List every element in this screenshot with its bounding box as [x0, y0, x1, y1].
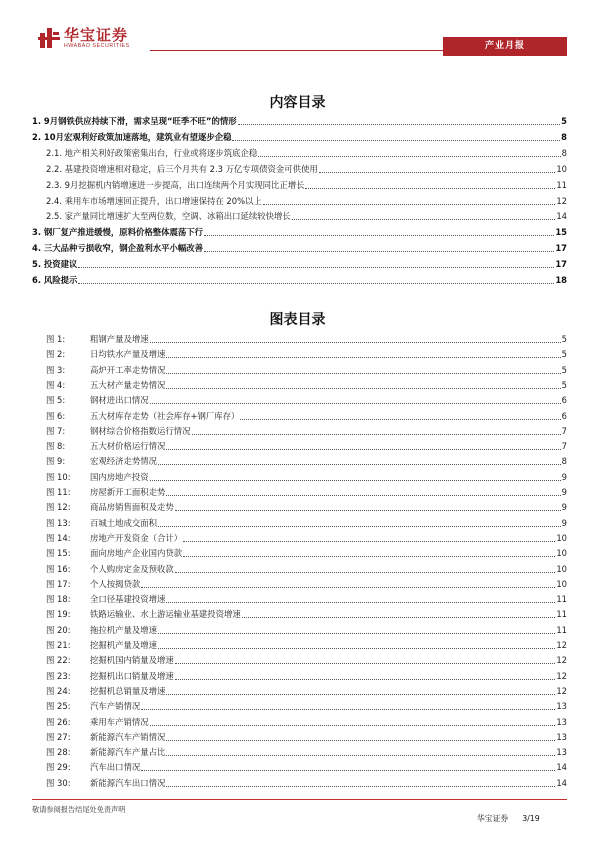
- toc-entry[interactable]: [32, 148, 567, 159]
- figure-entry-page: 12: [556, 655, 567, 666]
- figure-entry-page: 13: [556, 701, 567, 712]
- figure-entry-page: 6: [561, 395, 567, 406]
- figure-entry-label: 宏观经济走势情况: [90, 456, 157, 467]
- figure-entry-page: 5: [561, 334, 567, 344]
- toc-entry-label: 3. 钢厂复产推进缓慢，原料价格整体震荡下行: [32, 227, 204, 238]
- header-divider: [150, 50, 443, 51]
- figure-entry-label: 个人购房定金及预收款: [90, 563, 174, 574]
- toc-entry-page: 8: [561, 147, 567, 158]
- figure-entry-page: 13: [556, 747, 567, 758]
- leader-dots: [292, 218, 556, 220]
- leader-dots: [78, 266, 554, 268]
- figure-entry[interactable]: [32, 349, 567, 360]
- footer-info: [477, 813, 540, 824]
- figure-number: 图 2:: [46, 349, 66, 360]
- figure-number: 图 11:: [46, 487, 71, 497]
- figure-entry[interactable]: [32, 548, 567, 559]
- figure-entry-label: 面向房地产企业国内贷款: [90, 548, 183, 559]
- figure-entry-label: 挖掘机国内销量及增速: [90, 655, 174, 666]
- toc-entry-page: 10: [556, 163, 567, 174]
- figure-entry-label: 挖掘机总销量及增速: [90, 685, 166, 696]
- toc-entry-label: 1. 9月钢铁供应持续下滑，需求呈现“旺季不旺”的情形: [32, 116, 237, 126]
- figure-entry-page: 12: [556, 670, 567, 681]
- figure-entry-page: 9: [561, 487, 567, 497]
- figure-entry-page: 14: [556, 762, 567, 773]
- footer-company: 华宝证券: [477, 814, 509, 823]
- figure-entry[interactable]: [32, 594, 567, 605]
- figure-entry-page: 5: [561, 349, 567, 360]
- figure-entry-label: 五大材价格运行情况: [90, 441, 166, 452]
- figure-entry[interactable]: [32, 502, 567, 513]
- figure-entry[interactable]: [32, 640, 567, 651]
- leader-dots: [166, 372, 560, 374]
- leader-dots: [183, 540, 555, 542]
- figure-entry-label: 房地产开发资金（合计）: [90, 532, 183, 543]
- toc-entry-page: 15: [555, 227, 567, 238]
- toc-entry[interactable]: [32, 164, 567, 175]
- leader-dots: [305, 187, 555, 189]
- page-number: 3/19: [522, 814, 540, 823]
- toc-entry-label: 2.1. 地产相关利好政策密集出台，行业或将逐步筑底企稳: [46, 147, 258, 158]
- figure-entry[interactable]: [32, 564, 567, 575]
- leader-dots: [158, 647, 555, 649]
- leader-dots: [158, 463, 561, 465]
- brand-name-en: HWABAO SECURITIES: [64, 43, 130, 49]
- leader-dots: [175, 509, 561, 511]
- figure-entry[interactable]: [32, 655, 567, 666]
- leader-dots: [166, 739, 555, 741]
- leader-dots: [319, 171, 556, 173]
- figure-entry-label: 商品房销售面积及走势: [90, 502, 174, 513]
- figure-entry[interactable]: [32, 518, 567, 529]
- leader-dots: [183, 555, 555, 557]
- figure-entry-label: 铁路运输业、水上游运输业基建投资增速: [90, 609, 241, 620]
- leader-dots: [150, 724, 556, 726]
- toc-entry[interactable]: [32, 132, 567, 143]
- figure-number: 图 21:: [46, 640, 71, 650]
- figure-entry[interactable]: [32, 762, 567, 773]
- toc-entry[interactable]: [32, 243, 567, 254]
- toc-entry-label: 2.3. 9月挖掘机内销增速进一步提高，出口连续两个月实现同比正增长: [46, 179, 305, 190]
- figure-entry-label: 国内房地产投资: [90, 471, 149, 482]
- leader-dots: [232, 139, 560, 141]
- toc-entry-page: 14: [556, 211, 567, 222]
- figure-entry-page: 10: [556, 578, 567, 589]
- leader-dots: [204, 234, 554, 236]
- figure-entry[interactable]: [32, 579, 567, 590]
- figure-entry-label: 挖掘机产量及增速: [90, 640, 157, 650]
- figure-entry[interactable]: [32, 701, 567, 712]
- figure-entry-label: 个人按揭贷款: [90, 578, 141, 589]
- figure-number: 图 29:: [46, 762, 71, 773]
- figure-number: 图 12:: [46, 502, 71, 513]
- toc-entry-label: 4. 三大品种亏损收窄，钢企盈利水平小幅改善: [32, 243, 204, 254]
- figure-entry-label: 汽车产销情况: [90, 701, 141, 712]
- figure-entry-label: 新能源汽车出口情况: [90, 777, 166, 788]
- figure-number: 图 15:: [46, 548, 71, 559]
- figure-entry[interactable]: [32, 487, 567, 498]
- logo-icon: [38, 27, 60, 49]
- figure-number: 图 6:: [46, 410, 66, 421]
- leader-dots: [166, 601, 555, 603]
- leader-dots: [258, 155, 560, 157]
- figure-entry[interactable]: [32, 778, 567, 789]
- toc-entry[interactable]: [32, 116, 567, 127]
- figure-entry[interactable]: [32, 456, 567, 467]
- figure-number: 图 9:: [46, 456, 66, 467]
- leader-dots: [175, 678, 556, 680]
- figure-entry-page: 9: [561, 517, 567, 528]
- toc-title: 内容目录: [269, 95, 326, 111]
- figure-entry[interactable]: [32, 609, 567, 620]
- leader-dots: [240, 418, 560, 420]
- figure-entry-page: 11: [556, 624, 567, 635]
- figure-entry-page: 14: [556, 777, 567, 788]
- figure-entry-page: 7: [561, 425, 567, 436]
- toc-entry-page: 17: [555, 259, 567, 270]
- figure-entry-page: 6: [561, 410, 567, 421]
- toc-entry-label: 5. 投资建议: [32, 259, 78, 270]
- figure-entry[interactable]: [32, 717, 567, 728]
- figure-entry-label: 挖掘机出口销量及增速: [90, 670, 174, 681]
- figure-number: 图 18:: [46, 594, 71, 605]
- toc-entry-page: 8: [561, 131, 567, 142]
- toc-entry-page: 5: [561, 116, 567, 126]
- leader-dots: [166, 448, 560, 450]
- figure-entry-page: 9: [561, 471, 567, 482]
- toc-entry[interactable]: [32, 227, 567, 238]
- figure-entry[interactable]: [32, 472, 567, 483]
- figure-entry-label: 五大材库存走势（社会库存+钢厂库存）: [90, 410, 240, 421]
- figure-entry-label: 拖拉机产量及增速: [90, 624, 157, 635]
- leader-dots: [158, 632, 555, 634]
- toc-entry[interactable]: [32, 180, 567, 191]
- toc-entry-page: 11: [556, 179, 567, 190]
- leader-dots: [150, 341, 561, 343]
- leader-dots: [141, 769, 555, 771]
- toc-entry-page: 12: [556, 195, 567, 206]
- leader-dots: [166, 387, 560, 389]
- figure-number: 图 28:: [46, 747, 71, 758]
- figure-number: 图 8:: [46, 441, 66, 452]
- leader-dots: [166, 785, 555, 787]
- figure-entry-label: 高炉开工率走势情况: [90, 364, 166, 375]
- figures-title: 图表目录: [269, 312, 326, 328]
- toc-entry-label: 2. 10月宏观利好政策加速落地，建筑业有望逐步企稳: [32, 131, 232, 142]
- leader-dots: [263, 203, 556, 205]
- figure-entry[interactable]: [32, 395, 567, 406]
- leader-dots: [150, 402, 561, 404]
- figure-entry-page: 13: [556, 731, 567, 742]
- leader-dots: [192, 433, 561, 435]
- leader-dots: [141, 586, 555, 588]
- disclaimer-note: 敬请参阅报告结尾处免责声明: [32, 805, 126, 814]
- figure-number: 图 14:: [46, 532, 71, 543]
- toc-entry[interactable]: [32, 196, 567, 207]
- figure-number: 图 13:: [46, 517, 71, 528]
- figure-entry[interactable]: [32, 380, 567, 391]
- figure-entry-page: 10: [556, 563, 567, 574]
- figure-entry-page: 11: [556, 594, 567, 605]
- figure-number: 图 5:: [46, 395, 66, 406]
- figure-entry-label: 新能源汽车产量占比: [90, 747, 166, 758]
- figure-entry-label: 五大材产量走势情况: [90, 379, 166, 390]
- figure-entry-label: 粗钢产量及增速: [90, 334, 149, 344]
- figure-entry-label: 乘用车产销情况: [90, 716, 149, 727]
- figure-entry-label: 全口径基建投资增速: [90, 594, 166, 605]
- figure-entry-page: 10: [556, 548, 567, 559]
- figure-number: 图 10:: [46, 471, 71, 482]
- figure-entry[interactable]: [32, 747, 567, 758]
- toc-entry-label: 2.4. 乘用车市场增速回正提升，出口增速保持在 20%以上: [46, 195, 262, 206]
- leader-dots: [238, 123, 561, 125]
- figure-entry-page: 10: [556, 532, 567, 543]
- figure-entry[interactable]: [32, 334, 567, 345]
- company-logo: [38, 27, 130, 50]
- leader-dots: [175, 662, 556, 664]
- leader-dots: [78, 282, 554, 284]
- figure-number: 图 23:: [46, 670, 71, 681]
- leader-dots: [166, 494, 560, 496]
- figure-entry[interactable]: [32, 686, 567, 697]
- figure-entry[interactable]: [32, 411, 567, 422]
- figure-entry[interactable]: [32, 426, 567, 437]
- figure-number: 图 24:: [46, 685, 71, 696]
- figure-number: 图 25:: [46, 701, 71, 712]
- figure-entry-label: 房屋新开工面积走势: [90, 487, 166, 497]
- figure-entry-label: 新能源汽车产销情况: [90, 731, 166, 742]
- figure-entry-page: 13: [556, 716, 567, 727]
- report-type-badge: 产业月报: [443, 37, 567, 56]
- figure-number: 图 27:: [46, 731, 71, 742]
- leader-dots: [166, 693, 555, 695]
- leader-dots: [141, 708, 555, 710]
- figure-entry-page: 7: [561, 441, 567, 452]
- figure-entry-page: 5: [561, 379, 567, 390]
- leader-dots: [204, 250, 554, 252]
- figure-entry-label: 日均铁水产量及增速: [90, 349, 166, 360]
- figure-number: 图 19:: [46, 609, 71, 620]
- leader-dots: [166, 754, 555, 756]
- brand-name-cn: 华宝证券: [64, 26, 129, 44]
- figure-number: 图 30:: [46, 777, 71, 788]
- toc-entry[interactable]: [32, 259, 567, 270]
- figure-entry-label: 汽车出口情况: [90, 762, 141, 773]
- figure-entry-page: 11: [556, 609, 567, 620]
- leader-dots: [242, 616, 556, 618]
- toc-entry-label: 2.2. 基建投资增速相对稳定，后三个月共有 2.3 万亿专项债资金可供使用: [46, 163, 318, 174]
- toc-entry-label: 6. 风险提示: [32, 275, 78, 285]
- figure-entry[interactable]: [32, 625, 567, 636]
- figure-entry[interactable]: [32, 533, 567, 544]
- figure-entry[interactable]: [32, 732, 567, 743]
- toc-entry[interactable]: [32, 275, 567, 286]
- figure-entry-page: 8: [561, 456, 567, 467]
- figure-entry[interactable]: [32, 671, 567, 682]
- leader-dots: [158, 525, 561, 527]
- figure-number: 图 22:: [46, 655, 71, 666]
- figure-entry-label: 钢材进出口情况: [90, 395, 149, 406]
- footer-divider: [32, 799, 567, 800]
- figure-entry-label: 百城土地成交面积: [90, 517, 157, 528]
- figure-number: 图 16:: [46, 563, 71, 574]
- leader-dots: [150, 479, 561, 481]
- figure-entry-page: 12: [556, 685, 567, 696]
- toc-entry-page: 18: [555, 275, 567, 285]
- figure-entry-page: 12: [556, 640, 567, 650]
- figure-number: 图 1:: [46, 334, 66, 344]
- figure-number: 图 3:: [46, 364, 66, 375]
- leader-dots: [166, 356, 560, 358]
- toc-entry-label: 2.5. 家产量同比增速扩大至两位数，空调、冰箱出口延续较快增长: [46, 211, 291, 222]
- figure-entry[interactable]: [32, 441, 567, 452]
- figure-number: 图 17:: [46, 578, 71, 589]
- toc-entry[interactable]: [32, 211, 567, 222]
- figure-entry[interactable]: [32, 365, 567, 376]
- figure-number: 图 20:: [46, 624, 71, 635]
- toc-entry-page: 17: [555, 243, 567, 254]
- figure-number: 图 26:: [46, 716, 71, 727]
- figure-entry-label: 钢材综合价格指数运行情况: [90, 425, 191, 436]
- figure-entry-page: 9: [561, 502, 567, 513]
- leader-dots: [175, 571, 556, 573]
- figure-number: 图 4:: [46, 379, 66, 390]
- figure-entry-page: 5: [561, 364, 567, 375]
- figure-number: 图 7:: [46, 425, 66, 436]
